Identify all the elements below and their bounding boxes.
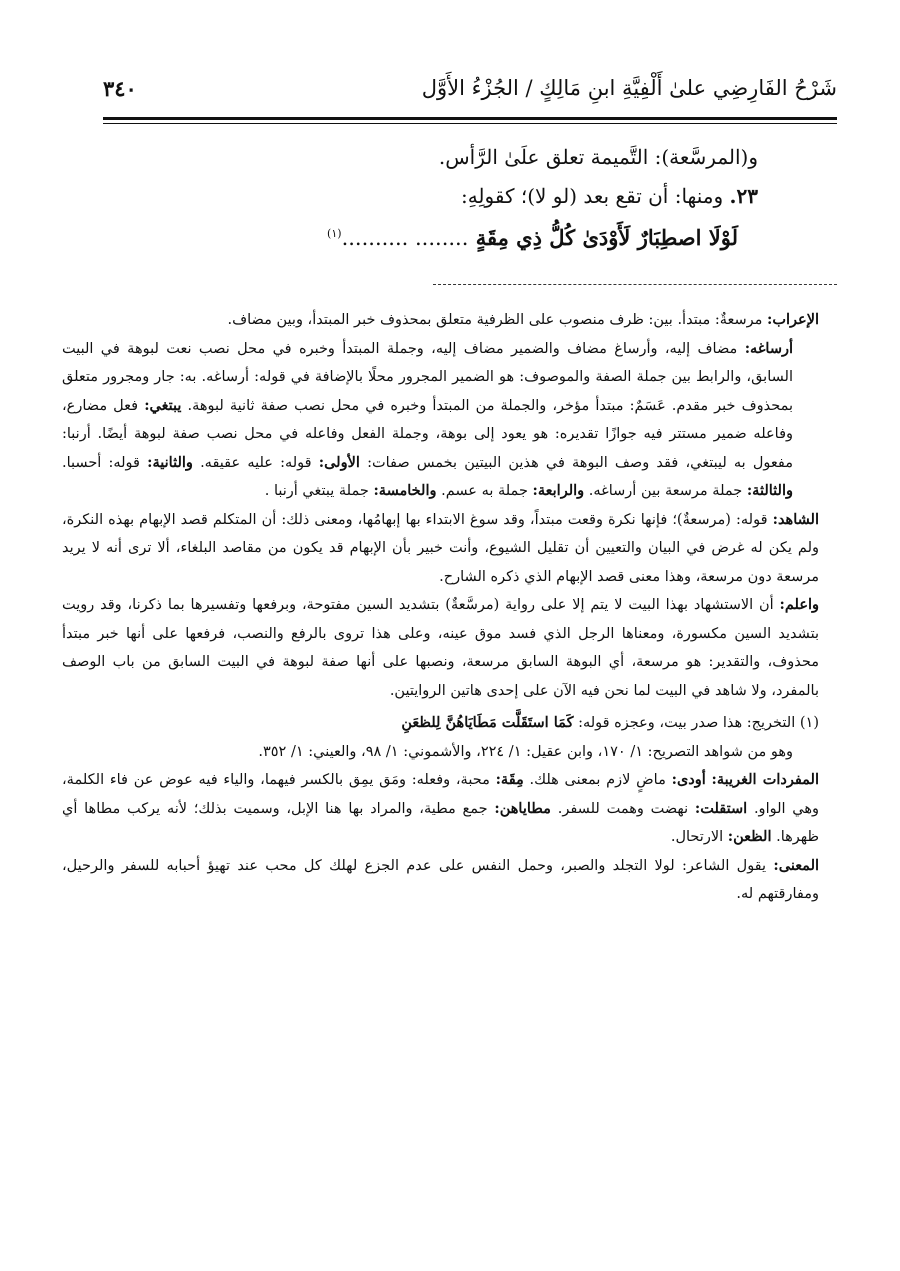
page-number: ٣٤٠ bbox=[103, 76, 137, 101]
takhrij-sources: وهو من شواهد التصريح: ١/ ١٧٠، وابن عقيل: ١/ ٢٢٤، والأشموني: ١/ ٩٨، والعيني: ١/ ٣٥٢. bbox=[258, 743, 793, 760]
running-title: شَرْحُ الفَارِضِي علىٰ أَلْفِيَّةِ ابنِ مَالِكٍ / الجُزْءُ الأَوَّل bbox=[421, 76, 837, 100]
item-number: ٢٣. bbox=[729, 184, 758, 208]
footnote-separator bbox=[433, 284, 837, 285]
header-rule-thin bbox=[103, 123, 837, 124]
mufradat-paragraph: المفردات الغريبة: أودى: ماضٍ لازم بمعنى هلك. مِقَة: محبة، وفعله: ومَق يمِق بالكسر فيهما، والياء فيه عوض عن فاء الكلمة، وهي الواو. استقلت: نهضت وهمت للسفر. مطاياهن: جمع مطية، والمراد بها هنا الإبل، وسميت بذلك؛ لأنه يركب مطاها أي ظهرها. الظعن: الارتحال. bbox=[62, 771, 820, 845]
footnote-reference[interactable]: (١) bbox=[327, 227, 342, 240]
verse-dots: ........ .......... bbox=[341, 226, 469, 250]
item-line bbox=[198, 176, 758, 216]
main-text bbox=[198, 138, 758, 216]
definition-line: و(المرسَّعة): التَّميمة تعلق علَىٰ الرَّأس. bbox=[438, 145, 758, 169]
footnote-number: (١) bbox=[799, 715, 819, 731]
item-text: ومنها: أن تقع بعد (لو لا)؛ كقولِهِ: bbox=[460, 184, 724, 208]
header-rule bbox=[103, 117, 837, 120]
ma3na-paragraph: المعنى: يقول الشاعر: لولا التجلد والصبر، وحمل النفس على عدم الجزع لهلك كل محب عند تهيؤ أحبابه للسفر والرحيل، ومفارقتهم له. bbox=[62, 856, 820, 902]
footnote-takhrij: (١) التخريج: هذا صدر بيت، وعجزه قوله: كَمَا استَقَلَّت مَطَايَاهُنَّ لِلظعَنِ bbox=[401, 714, 819, 731]
page-header bbox=[103, 70, 837, 114]
i3rab-paragraph: الإعراب: مرسعةٌ: مبتدأ. بين: ظرف منصوب على الظرفية متعلق بمحذوف خبر المبتدأ، وبين مضاف. bbox=[227, 311, 819, 328]
verse-hemistich: لَوْلَا اصطِبَارٌ لَأَوْدَىٰ كُلُّ ذِي مِقَةٍ bbox=[475, 225, 738, 250]
footnote-commentary bbox=[62, 306, 819, 909]
arsaghuh-paragraph: أرساغه: مضاف إليه، وأرساغ مضاف والضمير مضاف إليه، وجملة المبتدأ وخبره في محل نصب نعت لبوهة في البيت السابق، والرابط بين جملة الصفة والموصوف: هو الضمير المجرور محلًا بالإضافة في قوله: أرساغه. به: جار ومجرور متعلق بمحذوف خبر مقدم. عَسَمٌ: مبتدأ مؤخر، والجملة من المبتدأ وخبره في محل نصب صفة ثانية لبوهة. يبتغي: فعل مضارع، وفاعله ضمير مستتر فيه جوازًا تقديره: هو يعود إلى بوهة، وجملة الفعل وفاعله في محل نصب صفة لبوهة أيضًا. أرنبا: مفعول به ليبتغي، فقد وصف البوهة في هذين البيتين بخمس صفات: الأولى: قوله: عليه عقيقه. والثانية: قوله: أحسبا. والثالثة: جملة مرسعة بين أرساغه. والرابعة: جملة به عسم. والخامسة: جملة يبتغي أرنبا . bbox=[62, 339, 794, 499]
verse-second-hemistich: كَمَا استَقَلَّت مَطَايَاهُنَّ لِلظعَنِ bbox=[401, 714, 574, 731]
wa3lam-paragraph: واعلم: أن الاستشهاد بهذا البيت لا يتم إلا على رواية (مرسَّعةٌ) بتشديد السين مفتوحة، وبرفعها وتفسيرها بما ذكرنا، وقد رويت بتشديد السين مكسورة، ومعناها الرجل الذي فسد موق عينه، وعلى هذا تروى بالرفع والنصب، فرفعها على أنها خبر مبتدأ محذوف، والتقدير: هو مرسعة، أي البوهة السابق مرسعة، ونصبها على أنها صفة لبوهة في البيت السابق من باب الوصف بالمفرد، ولا شاهد في البيت لما نحن فيه الآن على إحدى هاتين الروايتين. bbox=[62, 596, 820, 699]
poetry-verse bbox=[138, 225, 738, 250]
shahid-paragraph: الشاهد: قوله: (مرسعةٌ)؛ فإنها نكرة وقعت مبتداً، وقد سوغ الابتداء بها إبهامُها، ومعنى ذلك: أن المتكلم قصد الإبهام بهذه النكرة، ولم يكن له غرض في البيان والتعيين أن تقليل الشيوع، وأنت خبير بأن الإبهام قد يكون من مقاصد البلغاء، ألا ترى أنه لا يريد مرسعة دون مرسعة، وهذا معنى قصد الإبهام الذي ذكره الشارح. bbox=[62, 510, 820, 585]
